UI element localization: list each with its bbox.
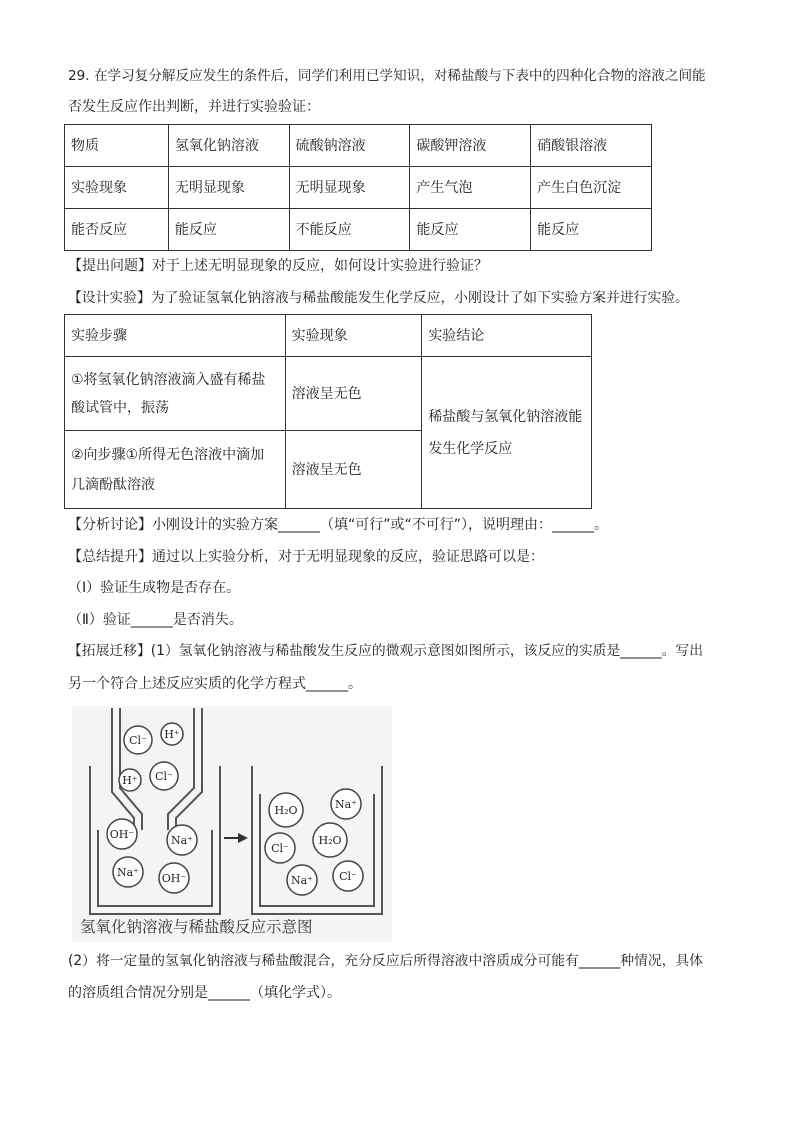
table-cell: 产生气泡	[410, 167, 531, 209]
question-2-line-2: 的溶质组合情况分别是______（填化学式）。	[68, 985, 341, 1001]
table-row	[65, 125, 652, 167]
table-cell: 能反应	[410, 209, 531, 251]
table-cell: 硫酸钠溶液	[289, 125, 410, 167]
table-cell: 无明显现象	[289, 167, 410, 209]
analysis-text: 【分析讨论】小刚设计的实验方案______（填“可行”或“不可行”），说明理由：______。	[68, 517, 609, 533]
step-2-line-2: 几滴酚酞溶液	[71, 476, 155, 493]
intro-line-1: 29. 在学习复分解反应发生的条件后，同学们利用已学知识，对稀盐酸与下表中的四种化合物的溶液之间能	[68, 68, 706, 84]
conclusion-line-1: 稀盐酸与氢氧化钠溶液能	[428, 408, 583, 425]
ion-label: Na⁺	[117, 866, 139, 879]
ion-label: H⁺	[122, 774, 138, 787]
summary-text: 【总结提升】通过以上实验分析，对于无明显现象的反应，验证思路可以是：	[68, 549, 544, 565]
ion-label: OH⁻	[109, 828, 135, 841]
experiment-table	[64, 314, 592, 509]
table-header: 实验步骤	[65, 315, 286, 357]
ion-label: Na⁺	[291, 874, 313, 887]
conclusion-cell	[422, 357, 592, 509]
table-cell: 氢氧化钠溶液	[168, 125, 289, 167]
table-cell: 碳酸钾溶液	[410, 125, 531, 167]
ion-label: OH⁻	[161, 872, 187, 885]
step-1-line-2: 酸试管中，振荡	[71, 399, 169, 416]
table-cell: 实验现象	[65, 167, 169, 209]
ion-label: H₂O	[318, 834, 342, 847]
ion-label: Cl⁻	[129, 734, 147, 747]
table-header: 实验结论	[422, 315, 592, 357]
table-row	[65, 357, 592, 431]
table-cell: 产生白色沉淀	[531, 167, 652, 209]
ion-label: H₂O	[274, 804, 298, 817]
table-cell: 无明显现象	[168, 167, 289, 209]
intro-line-2: 否发生反应作出判断，并进行实验验证：	[68, 99, 320, 115]
table-cell: 不能反应	[289, 209, 410, 251]
figure-caption: 氢氧化钠溶液与稀盐酸反应示意图	[80, 918, 313, 936]
observation-1: 溶液呈无色	[285, 357, 422, 431]
step-1-cell	[65, 357, 286, 431]
table-row	[65, 167, 652, 209]
table-header: 实验现象	[285, 315, 422, 357]
step-2-line-1: ②向步骤①所得无色溶液中滴加	[71, 446, 265, 463]
extend-line-2: 另一个符合上述反应实质的化学方程式______。	[68, 676, 362, 692]
question-text: 【提出问题】对于上述无明显现象的反应，如何设计实验进行验证？	[68, 258, 488, 274]
conclusion-line-2: 发生化学反应	[428, 440, 513, 457]
extend-line-1: 【拓展迁移】(1）氢氧化钠溶液与稀盐酸发生反应的微观示意图如图所示，该反应的实质是______。写出	[68, 643, 704, 659]
design-text: 【设计实验】为了验证氢氧化钠溶液与稀盐酸能发生化学反应，小刚设计了如下实验方案并进行实验。	[68, 290, 689, 306]
reaction-diagram	[72, 706, 392, 942]
table-row	[65, 315, 592, 357]
table-cell: 物质	[65, 125, 169, 167]
step-2-cell	[65, 431, 286, 509]
ion-label: Na⁺	[171, 834, 193, 847]
table-cell: 硝酸银溶液	[531, 125, 652, 167]
ion-label: H⁺	[164, 728, 180, 741]
table-cell: 能反应	[531, 209, 652, 251]
ion-label: Cl⁻	[155, 770, 173, 783]
ion-label: Na⁺	[335, 798, 357, 811]
idea-2-text: （Ⅱ）验证______是否消失。	[68, 612, 243, 628]
step-1-line-1: ①将氢氧化钠溶液滴入盛有稀盐	[71, 371, 266, 388]
table-cell: 能反应	[168, 209, 289, 251]
table-row	[65, 209, 652, 251]
ion-label: Cl⁻	[339, 870, 357, 883]
ion-label: Cl⁻	[271, 842, 289, 855]
idea-1-text: （Ⅰ）验证生成物是否存在。	[68, 580, 241, 596]
observation-2: 溶液呈无色	[285, 431, 422, 509]
question-2-line-1: (2）将一定量的氢氧化钠溶液与稀盐酸混合，充分反应后所得溶液中溶质成分可能有______种情况，具体	[68, 953, 704, 969]
table-cell: 能否反应	[65, 209, 169, 251]
reaction-table	[64, 124, 652, 251]
